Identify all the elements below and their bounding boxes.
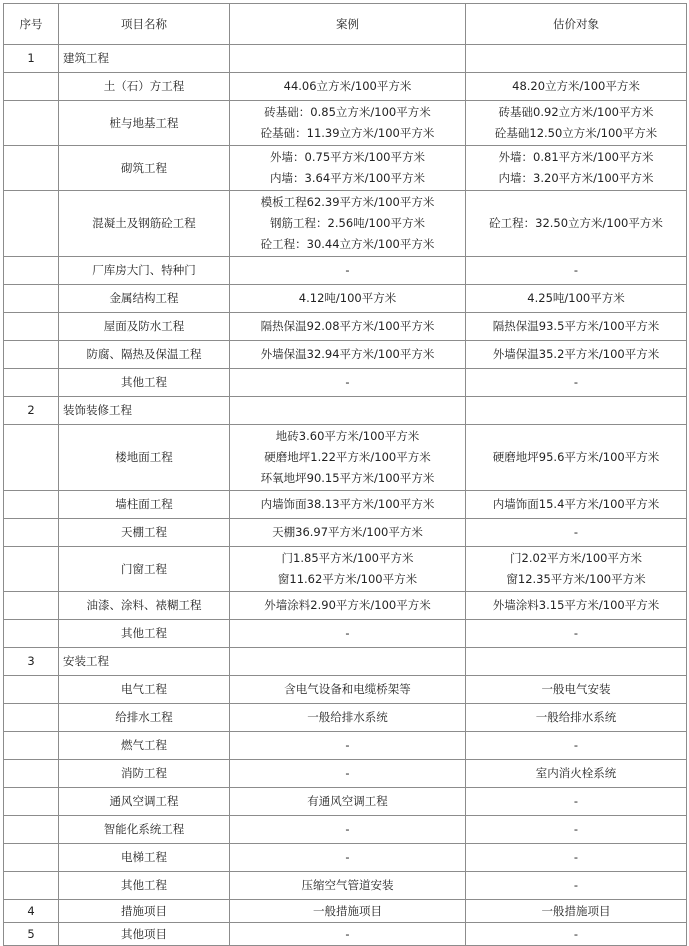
- target-value-cell: [466, 313, 687, 341]
- row-index: [4, 341, 59, 369]
- item-name: 屋面及防水工程: [59, 313, 230, 341]
- case-value-line: 外墙涂料2.90平方米/100平方米: [264, 598, 431, 612]
- case-value-line: -: [345, 766, 350, 780]
- case-value-cell: [230, 285, 466, 313]
- case-value-line: 外墙：0.75平方米/100平方米: [270, 150, 425, 164]
- target-value-cell: [466, 519, 687, 547]
- target-value-cell: [466, 788, 687, 816]
- case-value-line: 4.12吨/100平方米: [298, 291, 397, 305]
- case-value-cell: [230, 45, 466, 73]
- case-value-line: 一般措施项目: [313, 903, 382, 918]
- table-header-row: [4, 4, 687, 45]
- case-value-cell: [230, 592, 466, 620]
- case-value-line: 含电气设备和电缆桥架等: [284, 682, 411, 696]
- row-index: 4: [4, 900, 59, 923]
- target-value-line: 隔热保温93.5平方米/100平方米: [492, 319, 660, 333]
- table-row: [4, 425, 687, 491]
- table-row: [4, 547, 687, 592]
- case-value-cell: [230, 872, 466, 900]
- target-value-line: 内墙饰面15.4平方米/100平方米: [492, 497, 660, 511]
- target-value-line: 砼工程：32.50立方米/100平方米: [489, 216, 663, 230]
- target-value-line: 砖基础0.92立方米/100平方米: [498, 105, 654, 119]
- target-value-cell: [466, 491, 687, 519]
- case-value-cell: [230, 191, 466, 257]
- target-value-line: 内墙：3.20平方米/100平方米: [498, 171, 654, 185]
- item-name: 燃气工程: [59, 732, 230, 760]
- row-index: [4, 844, 59, 872]
- row-index: [4, 101, 59, 146]
- row-index: 3: [4, 648, 59, 676]
- item-name: 楼地面工程: [59, 425, 230, 491]
- target-value-line: 门2.02平方米/100平方米: [510, 551, 642, 565]
- table-row: [4, 341, 687, 369]
- case-value-cell: [230, 146, 466, 191]
- case-value-line: 天棚36.97平方米/100平方米: [272, 525, 423, 539]
- target-value-cell: [466, 425, 687, 491]
- target-value-line: 外墙保温35.2平方米/100平方米: [492, 347, 660, 361]
- target-value-line: -: [573, 525, 579, 539]
- case-value-cell: [230, 676, 466, 704]
- target-value-line: 外墙：0.81平方米/100平方米: [498, 150, 654, 164]
- item-name: 智能化系统工程: [59, 816, 230, 844]
- table-row: [4, 397, 687, 425]
- table-row: [4, 73, 687, 101]
- case-value-cell: [230, 369, 466, 397]
- target-value-cell: [466, 285, 687, 313]
- case-value-cell: [230, 341, 466, 369]
- case-value-cell: [230, 760, 466, 788]
- table-row: [4, 519, 687, 547]
- table-row: [4, 620, 687, 648]
- case-value-line: 一般给排水系统: [307, 710, 388, 724]
- table-row: [4, 900, 687, 923]
- target-value-cell: [466, 923, 687, 946]
- table-row: [4, 369, 687, 397]
- case-value-cell: [230, 491, 466, 519]
- target-value-line: 一般电气安装: [541, 682, 611, 696]
- target-value-cell: [466, 257, 687, 285]
- case-value-cell: [230, 425, 466, 491]
- case-value-line: 压缩空气管道安装: [301, 878, 394, 892]
- case-value-line: 门1.85平方米/100平方米: [281, 551, 414, 565]
- item-name: 消防工程: [59, 760, 230, 788]
- table-row: [4, 788, 687, 816]
- case-value-line: 环氧地坪90.15平方米/100平方米: [260, 471, 435, 485]
- case-value-line: 砼工程：30.44立方米/100平方米: [260, 237, 435, 251]
- row-index: [4, 872, 59, 900]
- table-row: [4, 592, 687, 620]
- case-value-line: 隔热保温92.08平方米/100平方米: [260, 319, 435, 333]
- row-index: [4, 146, 59, 191]
- target-value-cell: [466, 648, 687, 676]
- case-value-cell: [230, 788, 466, 816]
- target-value-cell: [466, 341, 687, 369]
- target-value-line: -: [573, 738, 579, 752]
- target-value-line: -: [573, 794, 579, 808]
- target-value-line: -: [573, 850, 579, 864]
- target-value-line: -: [573, 878, 579, 892]
- target-value-cell: [466, 547, 687, 592]
- target-value-line: -: [573, 626, 579, 640]
- row-index: [4, 73, 59, 101]
- target-value-cell: [466, 592, 687, 620]
- item-name: 电梯工程: [59, 844, 230, 872]
- case-value-cell: [230, 620, 466, 648]
- table-row: [4, 648, 687, 676]
- table-row: [4, 257, 687, 285]
- header-valuation-target: 估价对象: [466, 4, 687, 45]
- case-value-line: -: [345, 375, 350, 389]
- row-index: [4, 788, 59, 816]
- case-value-cell: [230, 923, 466, 946]
- target-value-cell: [466, 676, 687, 704]
- target-value-cell: [466, 844, 687, 872]
- target-value-cell: [466, 620, 687, 648]
- target-value-line: 4.25吨/100平方米: [527, 291, 625, 305]
- case-value-cell: [230, 844, 466, 872]
- item-name: 砌筑工程: [59, 146, 230, 191]
- target-value-line: 外墙涂料3.15平方米/100平方米: [492, 598, 660, 612]
- case-value-line: -: [345, 822, 350, 836]
- row-index: [4, 592, 59, 620]
- row-index: [4, 704, 59, 732]
- row-index: [4, 425, 59, 491]
- cost-comparison-table: [3, 3, 687, 946]
- row-index: [4, 491, 59, 519]
- table-row: [4, 760, 687, 788]
- case-value-line: 窗11.62平方米/100平方米: [277, 572, 418, 586]
- case-value-line: -: [345, 263, 350, 277]
- item-name: 厂库房大门、特种门: [59, 257, 230, 285]
- case-value-cell: [230, 101, 466, 146]
- target-value-cell: [466, 900, 687, 923]
- target-value-line: 一般给排水系统: [535, 710, 617, 724]
- row-index: [4, 191, 59, 257]
- table-row: [4, 923, 687, 946]
- target-value-line: 窗12.35平方米/100平方米: [506, 572, 646, 586]
- target-value-cell: [466, 191, 687, 257]
- target-value-line: 48.20立方米/100平方米: [512, 79, 640, 93]
- case-value-line: 外墙保温32.94平方米/100平方米: [260, 347, 435, 361]
- target-value-cell: [466, 397, 687, 425]
- header-index: 序号: [4, 4, 59, 45]
- table-row: [4, 491, 687, 519]
- target-value-cell: [466, 73, 687, 101]
- case-value-line: -: [345, 850, 350, 864]
- item-name: 油漆、涂料、裱糊工程: [59, 592, 230, 620]
- target-value-cell: [466, 369, 687, 397]
- case-value-line: 砼基础：11.39立方米/100平方米: [260, 126, 435, 140]
- row-index: [4, 816, 59, 844]
- table-row: [4, 101, 687, 146]
- row-index: [4, 547, 59, 592]
- target-value-line: 一般措施项目: [541, 903, 611, 918]
- row-index: [4, 519, 59, 547]
- row-index: [4, 760, 59, 788]
- row-index: [4, 285, 59, 313]
- table-row: [4, 191, 687, 257]
- item-name: 金属结构工程: [59, 285, 230, 313]
- case-value-line: -: [345, 926, 350, 941]
- case-value-cell: [230, 257, 466, 285]
- item-name: 桩与地基工程: [59, 101, 230, 146]
- item-name: 土（石）方工程: [59, 73, 230, 101]
- section-name: 装饰装修工程: [59, 397, 230, 425]
- target-value-line: -: [573, 926, 579, 941]
- target-value-line: 硬磨地坪95.6平方米/100平方米: [492, 450, 660, 464]
- row-index: [4, 732, 59, 760]
- item-name: 电气工程: [59, 676, 230, 704]
- row-index: [4, 257, 59, 285]
- item-name: 门窗工程: [59, 547, 230, 592]
- table-row: [4, 872, 687, 900]
- item-name: 天棚工程: [59, 519, 230, 547]
- target-value-line: -: [573, 822, 579, 836]
- case-value-cell: [230, 313, 466, 341]
- header-item-name: 项目名称: [59, 4, 230, 45]
- row-index: 1: [4, 45, 59, 73]
- table-row: [4, 146, 687, 191]
- section-name: 安装工程: [59, 648, 230, 676]
- header-case: 案例: [230, 4, 466, 45]
- target-value-line: -: [573, 375, 579, 389]
- item-name: 混凝土及钢筋砼工程: [59, 191, 230, 257]
- item-name: 其他项目: [59, 923, 230, 946]
- table-row: [4, 704, 687, 732]
- target-value-cell: [466, 101, 687, 146]
- item-name: 通风空调工程: [59, 788, 230, 816]
- row-index: [4, 620, 59, 648]
- case-value-cell: [230, 732, 466, 760]
- case-value-line: 地砖3.60平方米/100平方米: [275, 429, 420, 443]
- target-value-line: 室内消火栓系统: [535, 766, 617, 780]
- target-value-line: -: [573, 263, 579, 277]
- target-value-cell: [466, 732, 687, 760]
- target-value-cell: [466, 872, 687, 900]
- target-value-line: 砼基础12.50立方米/100平方米: [494, 126, 658, 140]
- item-name: 防腐、隔热及保温工程: [59, 341, 230, 369]
- item-name: 措施项目: [59, 900, 230, 923]
- target-value-cell: [466, 45, 687, 73]
- row-index: [4, 369, 59, 397]
- case-value-cell: [230, 397, 466, 425]
- row-index: 2: [4, 397, 59, 425]
- case-value-cell: [230, 519, 466, 547]
- case-value-cell: [230, 648, 466, 676]
- case-value-line: 有通风空调工程: [307, 794, 388, 808]
- table-row: [4, 313, 687, 341]
- row-index: [4, 313, 59, 341]
- case-value-cell: [230, 547, 466, 592]
- case-value-cell: [230, 816, 466, 844]
- case-value-line: 钢筋工程：2.56吨/100平方米: [270, 216, 425, 230]
- target-value-cell: [466, 146, 687, 191]
- case-value-line: 内墙：3.64平方米/100平方米: [270, 171, 425, 185]
- item-name: 其他工程: [59, 872, 230, 900]
- table-row: [4, 816, 687, 844]
- table-row: [4, 285, 687, 313]
- row-index: 5: [4, 923, 59, 946]
- case-value-line: 模板工程62.39平方米/100平方米: [260, 195, 435, 209]
- row-index: [4, 676, 59, 704]
- case-value-cell: [230, 73, 466, 101]
- table-body: [4, 45, 687, 946]
- item-name: 给排水工程: [59, 704, 230, 732]
- item-name: 其他工程: [59, 369, 230, 397]
- target-value-cell: [466, 760, 687, 788]
- case-value-line: 硬磨地坪1.22平方米/100平方米: [264, 450, 431, 464]
- table-row: [4, 45, 687, 73]
- case-value-line: 44.06立方米/100平方米: [283, 79, 412, 93]
- case-value-cell: [230, 704, 466, 732]
- section-name: 建筑工程: [59, 45, 230, 73]
- item-name: 墙柱面工程: [59, 491, 230, 519]
- target-value-cell: [466, 704, 687, 732]
- table-row: [4, 844, 687, 872]
- case-value-line: -: [345, 626, 350, 640]
- case-value-cell: [230, 900, 466, 923]
- case-value-line: -: [345, 738, 350, 752]
- case-value-line: 内墙饰面38.13平方米/100平方米: [260, 497, 435, 511]
- table-row: [4, 676, 687, 704]
- item-name: 其他工程: [59, 620, 230, 648]
- table-row: [4, 732, 687, 760]
- target-value-cell: [466, 816, 687, 844]
- case-value-line: 砖基础：0.85立方米/100平方米: [264, 105, 431, 119]
